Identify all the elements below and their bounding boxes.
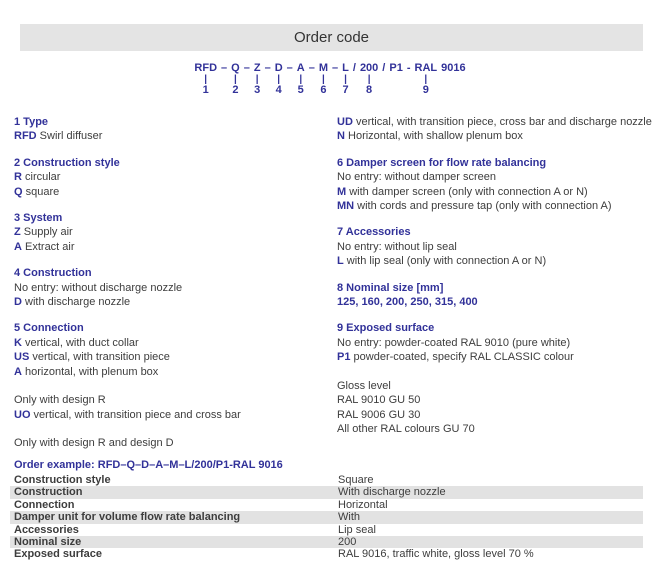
code-position-number: 7 bbox=[342, 84, 349, 96]
code-segment-text: L bbox=[342, 62, 349, 74]
code-segment-text: RAL bbox=[414, 62, 438, 74]
spec-line: M with damper screen (only with connection A or N) bbox=[337, 185, 588, 198]
code-pipe: | bbox=[424, 74, 428, 85]
code-separator bbox=[407, 62, 411, 96]
option-code: L bbox=[337, 255, 344, 268]
spec-line: A Extract air bbox=[14, 240, 75, 253]
section-heading: 1 Type bbox=[14, 116, 49, 128]
spec-section bbox=[337, 156, 659, 214]
code-segment-text: - bbox=[406, 62, 411, 74]
code-segment-text: 200 bbox=[359, 62, 379, 74]
code-number-empty bbox=[245, 85, 248, 96]
code-number-empty bbox=[407, 85, 410, 96]
option-code: US bbox=[14, 351, 30, 364]
spec-line: US vertical, with transition piece bbox=[14, 351, 170, 364]
row-label: Accessories bbox=[14, 523, 79, 536]
spec-section bbox=[14, 156, 336, 199]
code-position-number: 3 bbox=[254, 84, 261, 96]
table-row bbox=[10, 486, 643, 498]
row-value: With discharge nozzle bbox=[338, 486, 446, 499]
code-segment bbox=[231, 62, 240, 96]
page-title: Order code bbox=[20, 24, 643, 51]
spec-line: Q square bbox=[14, 185, 60, 198]
option-code: P1 bbox=[337, 351, 351, 364]
code-segment-text: – bbox=[308, 62, 315, 74]
spec-section bbox=[14, 266, 336, 309]
spec-column-left bbox=[14, 115, 336, 450]
table-row bbox=[10, 536, 643, 548]
option-code: UO bbox=[14, 408, 31, 421]
row-value: Square bbox=[338, 474, 374, 486]
code-pipe: | bbox=[255, 74, 259, 85]
code-segment bbox=[297, 62, 305, 96]
code-pipe: | bbox=[299, 74, 303, 85]
code-segment-text: – bbox=[286, 62, 293, 74]
option-code: M bbox=[337, 185, 347, 198]
section-heading: 3 System bbox=[14, 212, 63, 225]
order-example-title: Order example: RFD–Q–D–A–M–L/200/P1-RAL 9016 bbox=[14, 459, 283, 471]
code-segment-text: P1 bbox=[389, 62, 403, 74]
row-label: Exposed surface bbox=[14, 548, 103, 561]
option-code: UD bbox=[337, 116, 353, 128]
table-row bbox=[10, 511, 643, 523]
row-label: Construction bbox=[14, 486, 83, 499]
table-row bbox=[10, 499, 643, 511]
table-row bbox=[10, 524, 643, 536]
code-segment bbox=[275, 62, 283, 96]
code-segment bbox=[194, 62, 217, 96]
code-separator bbox=[332, 62, 338, 96]
code-number-empty bbox=[353, 85, 356, 96]
option-code: K bbox=[14, 336, 22, 349]
code-segment bbox=[254, 62, 261, 96]
row-value: RAL 9016, traffic white, gloss level 70 % bbox=[338, 548, 534, 561]
spec-section bbox=[14, 115, 336, 144]
section-heading: 6 Damper screen for flow rate balancing bbox=[337, 156, 547, 169]
code-segment bbox=[319, 62, 328, 96]
row-value: With bbox=[338, 511, 360, 524]
code-pipe: | bbox=[344, 74, 347, 85]
code-segment-text: 9016 bbox=[441, 62, 466, 74]
code-pipe: | bbox=[277, 74, 281, 85]
spec-line: MN with cords and pressure tap (only with connection A) bbox=[337, 200, 612, 213]
spec-line: R circular bbox=[14, 171, 61, 184]
code-position-number: 8 bbox=[366, 84, 373, 96]
code-segment bbox=[441, 62, 465, 96]
spec-line: UO vertical, with transition piece and cross bar bbox=[14, 408, 241, 421]
code-segment-text: – bbox=[264, 62, 271, 74]
spec-line: No entry: powder-coated RAL 9010 (pure white) bbox=[337, 336, 571, 349]
spec-line: Only with design R bbox=[14, 394, 106, 407]
spec-line: Only with design R and design D bbox=[14, 436, 174, 449]
option-code: N bbox=[337, 130, 345, 143]
code-position-number: 4 bbox=[275, 84, 282, 96]
option-code: RFD bbox=[14, 130, 37, 143]
code-number-empty bbox=[452, 85, 455, 96]
code-segment-text: D bbox=[274, 62, 283, 74]
code-number-empty bbox=[310, 85, 313, 96]
spec-line: RFD Swirl diffuser bbox=[14, 130, 103, 143]
order-example-block bbox=[10, 458, 643, 561]
spec-line: N Horizontal, with shallow plenum box bbox=[337, 130, 523, 143]
row-value: Lip seal bbox=[338, 523, 376, 536]
code-segment-text: – bbox=[221, 62, 228, 74]
row-label: Connection bbox=[14, 498, 75, 511]
section-heading: 7 Accessories bbox=[337, 226, 411, 239]
row-label: Nominal size bbox=[14, 535, 82, 548]
code-number-empty bbox=[288, 85, 291, 96]
spec-section bbox=[337, 115, 659, 144]
section-heading: 5 Connection bbox=[14, 322, 84, 335]
code-segment-text: – bbox=[332, 62, 339, 74]
row-label: Damper unit for volume flow rate balancing bbox=[14, 511, 241, 524]
order-example-table bbox=[10, 474, 643, 561]
code-segment-text: Z bbox=[253, 62, 261, 74]
spec-line: A horizontal, with plenum box bbox=[14, 365, 159, 378]
spec-section bbox=[337, 321, 659, 436]
code-separator bbox=[265, 62, 271, 96]
code-segment-text: Q bbox=[231, 62, 240, 74]
option-code: Q bbox=[14, 185, 23, 198]
code-pipe: | bbox=[322, 74, 325, 85]
code-pipe: | bbox=[204, 74, 208, 85]
option-code: MN bbox=[337, 200, 355, 213]
code-number-empty bbox=[334, 85, 337, 96]
code-separator bbox=[244, 62, 250, 96]
spec-columns bbox=[0, 115, 660, 458]
option-code: D bbox=[14, 296, 22, 309]
code-segment bbox=[415, 62, 438, 96]
spec-section bbox=[14, 211, 336, 254]
code-number-empty bbox=[223, 85, 226, 96]
table-row bbox=[10, 548, 643, 560]
code-position-number: 5 bbox=[297, 84, 304, 96]
code-separator bbox=[221, 62, 227, 96]
spec-line: No entry: without lip seal bbox=[337, 240, 457, 253]
spec-section bbox=[14, 321, 336, 450]
option-code: A bbox=[14, 240, 22, 253]
spec-line: Gloss level bbox=[337, 379, 391, 392]
code-separator bbox=[353, 62, 356, 96]
spec-line: P1 powder-coated, specify RAL CLASSIC colour bbox=[337, 351, 574, 364]
spec-line: RAL 9006 GU 30 bbox=[337, 408, 421, 421]
row-value: 200 bbox=[338, 535, 357, 548]
section-heading: 8 Nominal size [mm] bbox=[337, 281, 444, 294]
spec-line: K vertical, with duct collar bbox=[14, 336, 139, 349]
code-segment-text: A bbox=[296, 62, 305, 74]
code-segment bbox=[360, 62, 378, 96]
spec-line: No entry: without damper screen bbox=[337, 171, 496, 184]
code-pipe: | bbox=[367, 74, 371, 85]
spec-line: D with discharge nozzle bbox=[14, 296, 131, 309]
code-number-empty bbox=[395, 85, 398, 96]
code-segment bbox=[342, 62, 349, 96]
spec-section bbox=[337, 225, 659, 268]
code-segment-text: / bbox=[382, 62, 386, 74]
code-separator bbox=[382, 62, 385, 96]
spec-column-right bbox=[337, 115, 659, 436]
code-pipe: | bbox=[234, 74, 237, 85]
code-segment-text: M bbox=[318, 62, 329, 74]
spec-line: No entry: without discharge nozzle bbox=[14, 281, 183, 294]
row-value: Horizontal bbox=[338, 498, 388, 511]
order-code-diagram bbox=[0, 62, 660, 96]
row-label: Construction style bbox=[14, 474, 111, 486]
spec-line: 125, 160, 200, 250, 315, 400 bbox=[337, 296, 478, 309]
code-number-empty bbox=[382, 85, 385, 96]
code-position-number: 6 bbox=[320, 84, 327, 96]
section-heading: 4 Construction bbox=[14, 267, 92, 280]
spec-line: All other RAL colours GU 70 bbox=[337, 422, 475, 435]
spec-line: UD vertical, with transition piece, cross bar and discharge nozzle bbox=[337, 116, 652, 128]
code-position-number: 2 bbox=[232, 84, 239, 96]
option-code: R bbox=[14, 171, 22, 184]
table-row bbox=[10, 474, 643, 486]
code-separator bbox=[309, 62, 315, 96]
code-separator bbox=[287, 62, 293, 96]
code-position-number: 1 bbox=[202, 84, 209, 96]
code-number-empty bbox=[266, 85, 269, 96]
section-heading: 9 Exposed surface bbox=[337, 322, 435, 335]
section-heading: 2 Construction style bbox=[14, 156, 120, 169]
code-segment-text: – bbox=[243, 62, 250, 74]
code-segment-text: RFD bbox=[194, 62, 218, 74]
spec-line: Z Supply air bbox=[14, 226, 73, 239]
option-code: A bbox=[14, 365, 22, 378]
spec-line: RAL 9010 GU 50 bbox=[337, 394, 421, 407]
option-code: Z bbox=[14, 226, 21, 239]
code-position-number: 9 bbox=[422, 84, 429, 96]
code-segment-text: / bbox=[352, 62, 356, 74]
code-segment bbox=[389, 62, 402, 96]
spec-section bbox=[337, 281, 659, 310]
spec-line: L with lip seal (only with connection A or N) bbox=[337, 255, 547, 268]
